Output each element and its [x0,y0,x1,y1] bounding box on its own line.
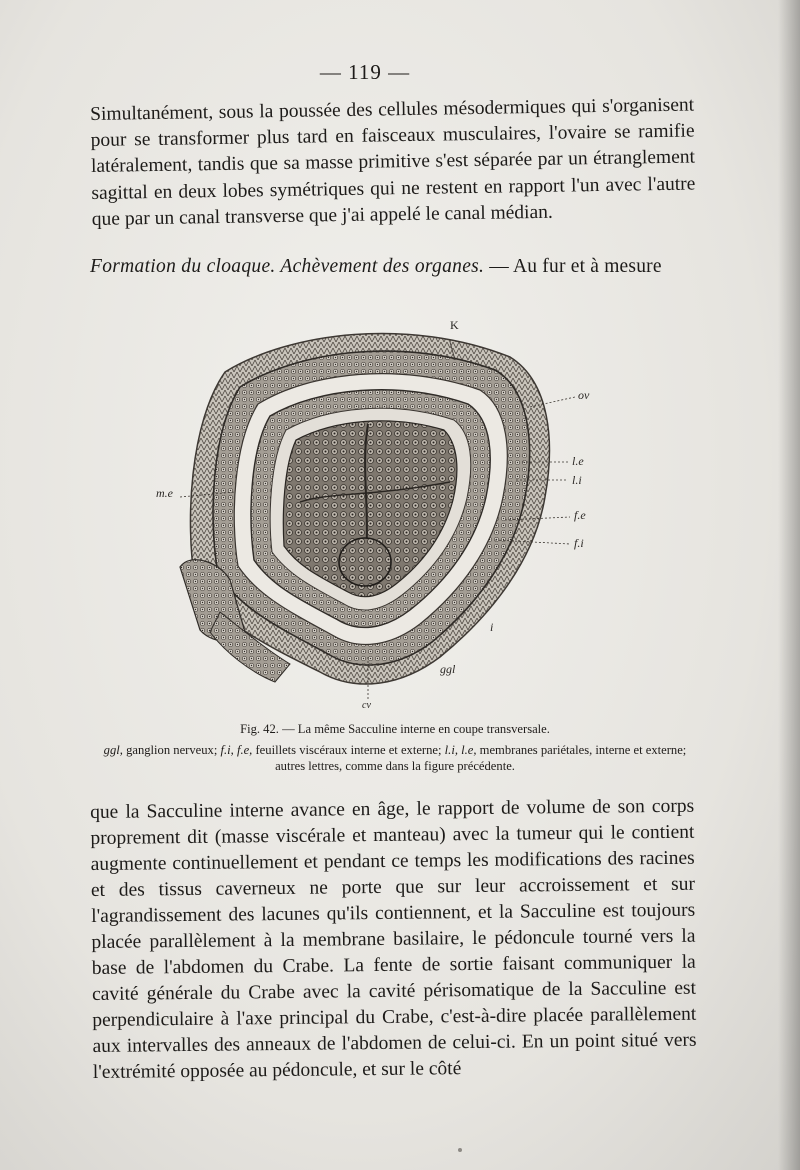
caption-abbr-li-le: l.i, l.e, [444,743,477,757]
figure-42-illustration [150,312,620,712]
paragraph-3: que la Sacculine interne avance en âge, le rapport de volume de son corps proprement dit (masse viscérale et manteau) avec la tumeur qui le contient augmente continuellement et pendant ce temps les modifications des racines et des tissus caverneux ne porte que sur leur accroissement et sur l'agrandissement des lacunes qu'ils contiennent, et la Sacculine est toujours placée parallèlement à la membrane basilaire, le pédoncule tourné vers la base de l'abdomen du Crabe. La fente de sortie faisant communiquer la cavité générale du Crabe avec la cavité périsomatique de la Sacculine est perpendiculaire à l'axe principal du Crabe, c'est-à-dire placée parallèlement aux intervalles des anneaux de l'abdomen de celui-ci. En un point situé vers l'extrémité opposée au pédoncule, et sur le côté [90,795,697,1083]
label-fi: f.i [574,536,584,550]
figure-caption-body [100,742,690,774]
label-k: K [450,318,459,332]
figure-caption-title: Fig. 42. — La même Sacculine interne en coupe transversale. [240,722,550,736]
cross-section-drawing [150,312,620,712]
label-li: l.i [572,473,582,487]
section-title: Formation du cloaque. Achèvement des organes. [90,256,485,277]
label-i: i [490,620,494,634]
page-number: — 119 — [319,60,411,84]
label-fe: f.e [574,508,586,522]
label-le: l.e [572,454,584,468]
label-cv: cv [362,700,371,711]
caption-text-ggl: ganglion nerveux; [122,743,221,757]
label-me: m.e [156,486,173,500]
caption-text-li-le: membranes pariétales, interne et externe; autres lettres, comme dans la figure précédente. [275,743,687,773]
caption-abbr-ggl: ggl, [103,743,123,757]
label-ov: ov [578,388,590,402]
paragraph-2-text: — Au fur et à mesure [484,256,662,277]
caption-abbr-fi-fe: f.i, f.e, [220,743,253,757]
caption-text-fi-fe: feuillets viscéraux interne et externe; [252,743,445,757]
paragraph-2 [90,254,694,280]
paragraph-1: Simultanément, sous la poussée des cellules mésodermiques qui s'organisent pour se transformer plus tard en faisceaux musculaires, l'ovaire se ramifie latéralement, tandis que sa masse primitive s'est séparée par un étranglement sagittal en deux lobes symétriques qui ne restent en rapport l'un avec l'autre que par un canal transverse que j'ai appelé le canal médian. [90,94,696,230]
label-ggl: ggl [440,662,456,676]
paper-speck [458,1148,462,1152]
ganglion [339,538,391,586]
page-edge-shadow [778,0,800,1170]
